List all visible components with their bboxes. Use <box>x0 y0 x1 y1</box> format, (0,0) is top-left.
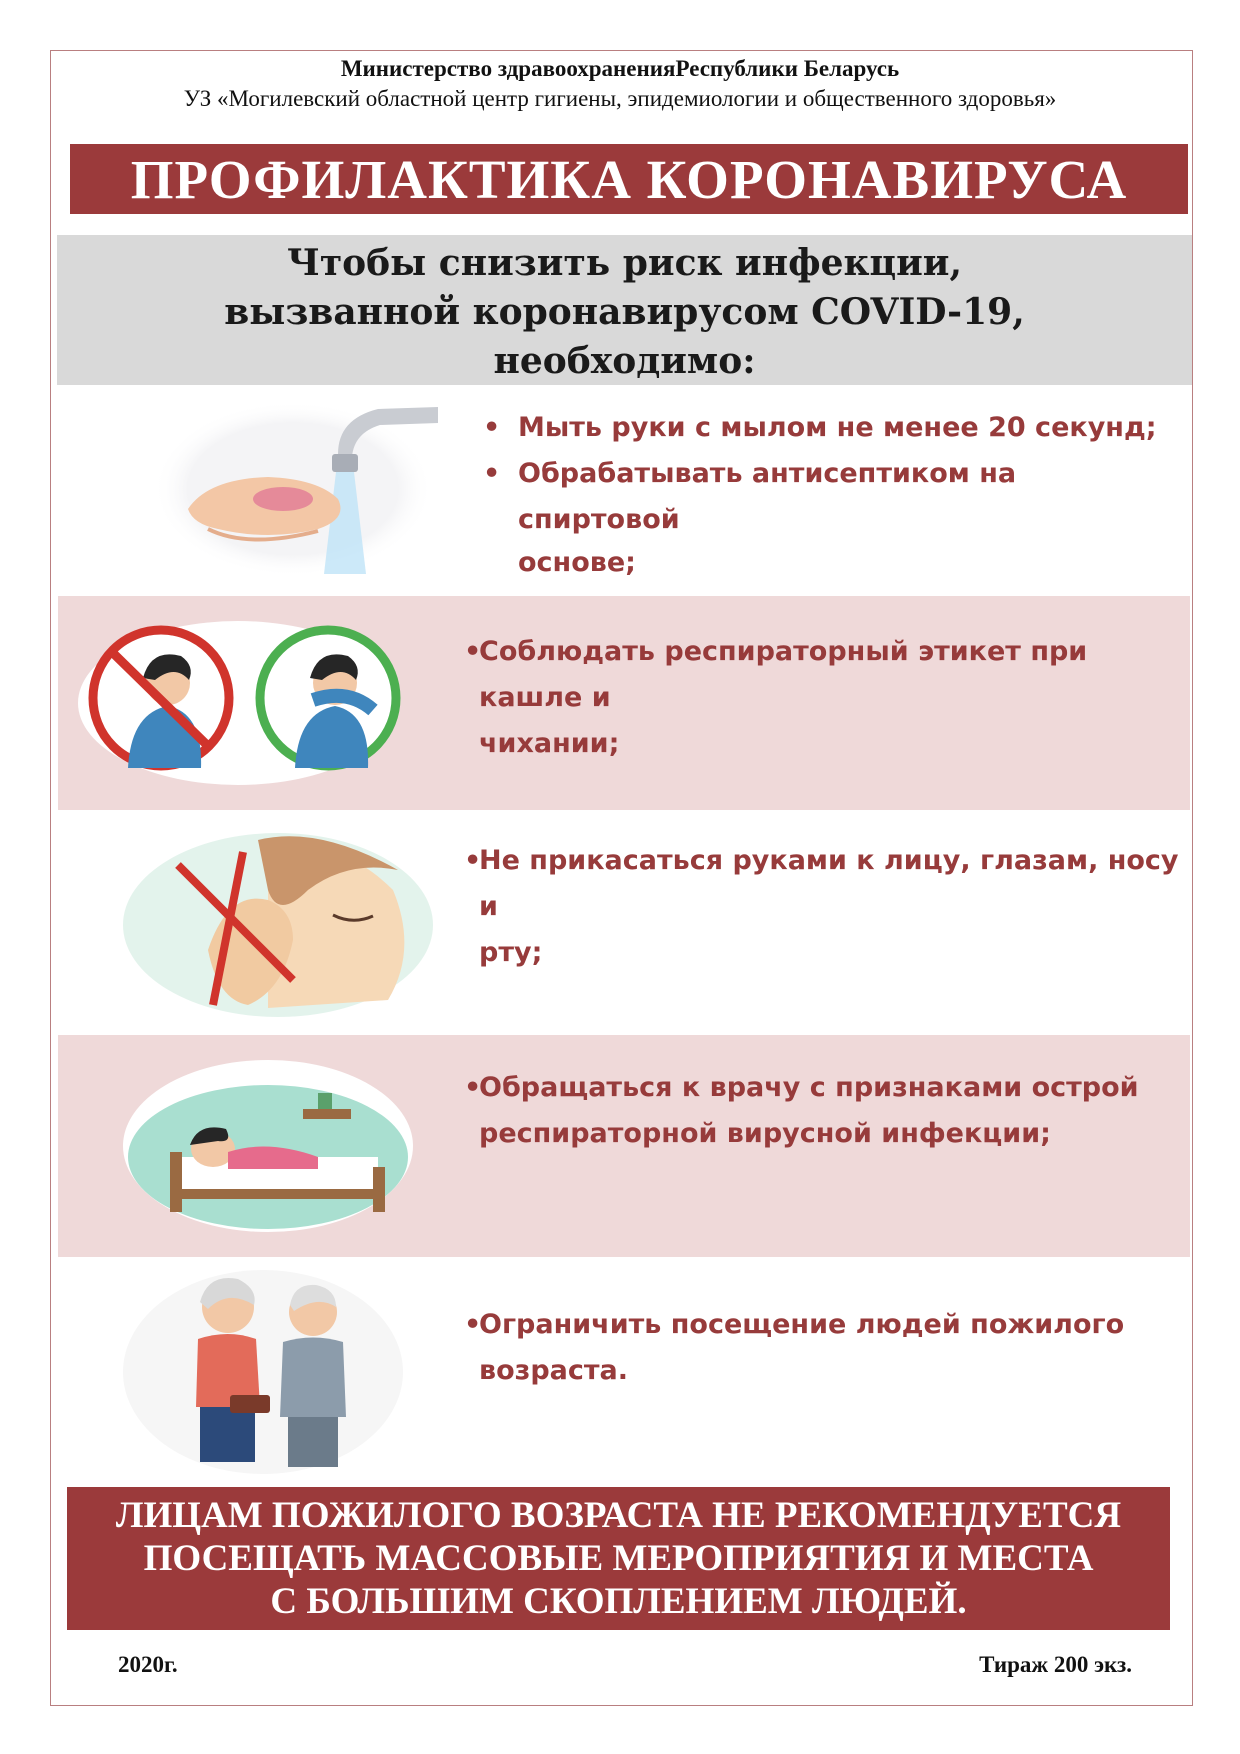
bullet-item <box>464 1302 1184 1348</box>
bullet-symbol: • <box>464 845 482 876</box>
bullet-item <box>464 629 1184 721</box>
bullet-line: Ограничить посещение людей пожилого <box>479 1309 1125 1340</box>
warning-line-1: ЛИЦАМ ПОЖИЛОГО ВОЗРАСТА НЕ РЕКОМЕНДУЕТСЯ <box>115 1495 1122 1536</box>
handwash-illustration <box>148 399 438 579</box>
bullet-continuation: основе; <box>518 547 636 578</box>
title-banner <box>70 144 1188 214</box>
doctor-text <box>464 1065 1184 1157</box>
bullet-continuation: респираторной вирусной инфекции; <box>479 1118 1051 1149</box>
bullet-line: Обращаться к врачу с признаками острой <box>479 1072 1139 1103</box>
footer-print-run: Тираж 200 экз. <box>979 1652 1132 1677</box>
bullet-item <box>483 451 1183 543</box>
section-handwash <box>58 385 1190 595</box>
bullet-item <box>464 1065 1184 1111</box>
cough-text <box>464 629 1184 767</box>
section-elderly <box>58 1257 1190 1487</box>
subtitle-box <box>57 235 1192 385</box>
section-cough <box>58 596 1190 810</box>
center-name: УЗ «Могилевский областной центр гигиены, эпидемиологии и общественного здоровья» <box>183 86 1057 111</box>
warning-banner <box>67 1487 1170 1630</box>
bullet-continuation: рту; <box>479 937 543 968</box>
warning-line-2: ПОСЕЩАТЬ МАССОВЫЕ МЕРОПРИЯТИЯ И МЕСТА <box>143 1538 1094 1579</box>
cough-illustration <box>73 618 403 788</box>
section-doctor <box>58 1035 1190 1257</box>
handwash-text <box>483 405 1183 583</box>
page-title: ПРОФИЛАКТИКА КОРОНАВИРУСА <box>130 148 1128 210</box>
elderly-text <box>464 1302 1184 1394</box>
elderly-illustration <box>118 1267 408 1477</box>
bullet-symbol: • <box>464 1309 482 1340</box>
subtitle-line-1: Чтобы снизить риск инфекции, <box>286 242 963 284</box>
bullet-symbol: • <box>464 1072 482 1103</box>
section-face <box>58 810 1190 1035</box>
bullet-item <box>464 838 1184 930</box>
footer-year: 2020г. <box>118 1652 178 1677</box>
face-text <box>464 838 1184 976</box>
subtitle-line-2: вызванной коронавирусом COVID-19, <box>224 291 1025 333</box>
subtitle-line-3: необходимо: <box>493 340 756 382</box>
bullet-line: Обрабатывать антисептиком на спиртовой <box>518 458 1017 535</box>
bullet-line: Соблюдать респираторный этикет при кашле и <box>479 636 1088 713</box>
warning-line-3: С БОЛЬШИМ СКОПЛЕНИЕМ ЛЮДЕЙ. <box>270 1581 967 1622</box>
bullet-symbol: • <box>464 636 482 667</box>
ministry-name: Министерство здравоохраненияРеспублики Беларусь <box>340 56 900 81</box>
face-touch-illustration <box>118 830 438 1020</box>
bullet-continuation: возраста. <box>479 1355 629 1386</box>
doctor-illustration <box>118 1057 418 1235</box>
bullet-line: Не прикасаться руками к лицу, глазам, носу и <box>479 845 1179 922</box>
bullet-item: • Мыть руки с мылом не менее 20 секунд; <box>483 405 1183 451</box>
bullet-continuation: чихании; <box>479 728 620 759</box>
